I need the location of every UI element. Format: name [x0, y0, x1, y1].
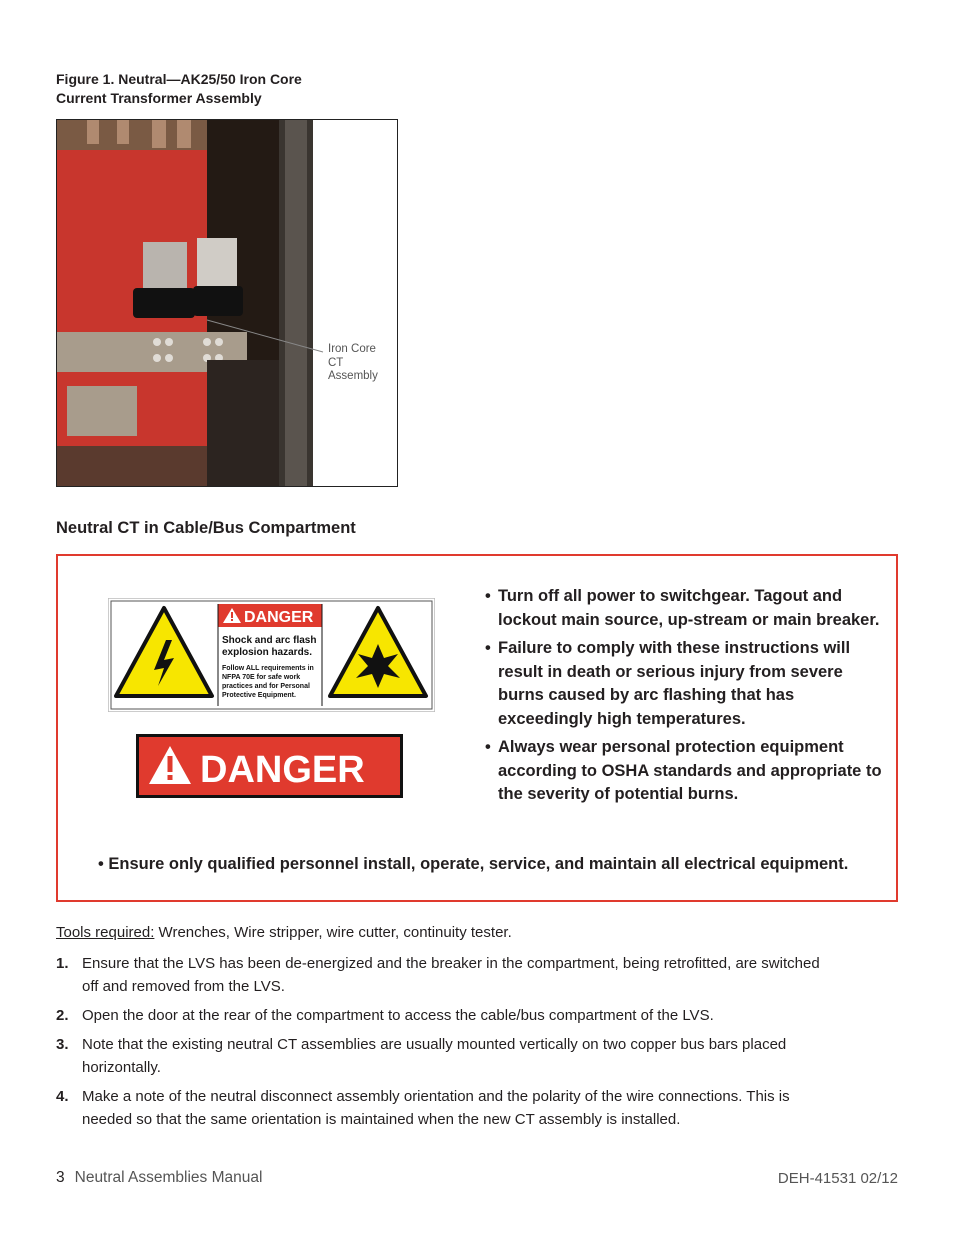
danger-bullet: • Turn off all power to switchgear. Tagout and lockout main source, up-stream or main breaker.	[485, 585, 885, 632]
svg-text:Follow ALL requirements in: Follow ALL requirements in	[222, 665, 314, 672]
danger-bullet-list	[485, 585, 885, 812]
document-id: DEH-41531 02/12	[777, 1170, 898, 1187]
label-header: DANGER	[244, 609, 314, 626]
svg-text:explosion hazards.: explosion hazards.	[222, 647, 313, 658]
procedure-step: 4. Make a note of the neutral disconnect assembly orientation and the polarity of the wire connections. This is needed so that the same orientation is maintained when the new CT assembly is installed.	[56, 1088, 790, 1128]
section-heading: Neutral CT in Cable/Bus Compartment	[56, 519, 356, 537]
procedure-step: 2. Open the door at the rear of the compartment to access the cable/bus compartment of the LVS.	[56, 1007, 714, 1024]
tools-required	[56, 924, 512, 941]
tools-required-text: Wrenches, Wire stripper, wire cutter, continuity tester.	[154, 924, 512, 941]
danger-safety-label	[108, 598, 435, 712]
footer-left	[56, 1169, 262, 1187]
figure-caption-line2: Current Transformer Assembly	[56, 90, 262, 106]
tools-required-label: Tools required:	[56, 924, 155, 941]
figure-caption-line1: Figure 1. Neutral—AK25/50 Iron Core	[56, 71, 302, 87]
danger-sign-text: DANGER	[200, 749, 365, 791]
svg-text:Protective Equipment.: Protective Equipment.	[222, 692, 296, 699]
danger-warning-box	[56, 554, 898, 902]
procedure-step: 1. Ensure that the LVS has been de-energized and the breaker in the compartment, being retrofitted, are switched off and removed from the LVS.	[56, 955, 820, 995]
procedure-step: 3. Note that the existing neutral CT assemblies are usually mounted vertically on two copper bus bars placed horizontally.	[56, 1036, 787, 1076]
danger-bullet: • Failure to comply with these instructions will result in death or serious injury from severe burns caused by arc flashing that has exceedingly high temperatures.	[485, 637, 885, 731]
svg-text:Shock and arc flash: Shock and arc flash	[222, 635, 317, 646]
figure-caption	[56, 70, 302, 108]
danger-sign	[136, 734, 403, 798]
svg-text:practices and for Personal: practices and for Personal	[222, 683, 310, 690]
manual-title: Neutral Assemblies Manual	[74, 1169, 263, 1186]
danger-bullet: • Always wear personal protection equipment according to OSHA standards and appropriate to the severity of potential burns.	[485, 736, 885, 807]
page-number: 3	[56, 1169, 65, 1186]
qualified-personnel-bullet: • Ensure only qualified personnel install, operate, service, and maintain all electrical equipment.	[98, 855, 849, 873]
ct-assembly-photo-drawing	[57, 120, 397, 486]
callout-label: Iron Core CT Assembly	[328, 343, 378, 382]
procedure-steps	[56, 952, 836, 1137]
ct-assembly-photo	[56, 119, 398, 487]
svg-text:NFPA 70E for safe work: NFPA 70E for safe work	[222, 674, 301, 681]
